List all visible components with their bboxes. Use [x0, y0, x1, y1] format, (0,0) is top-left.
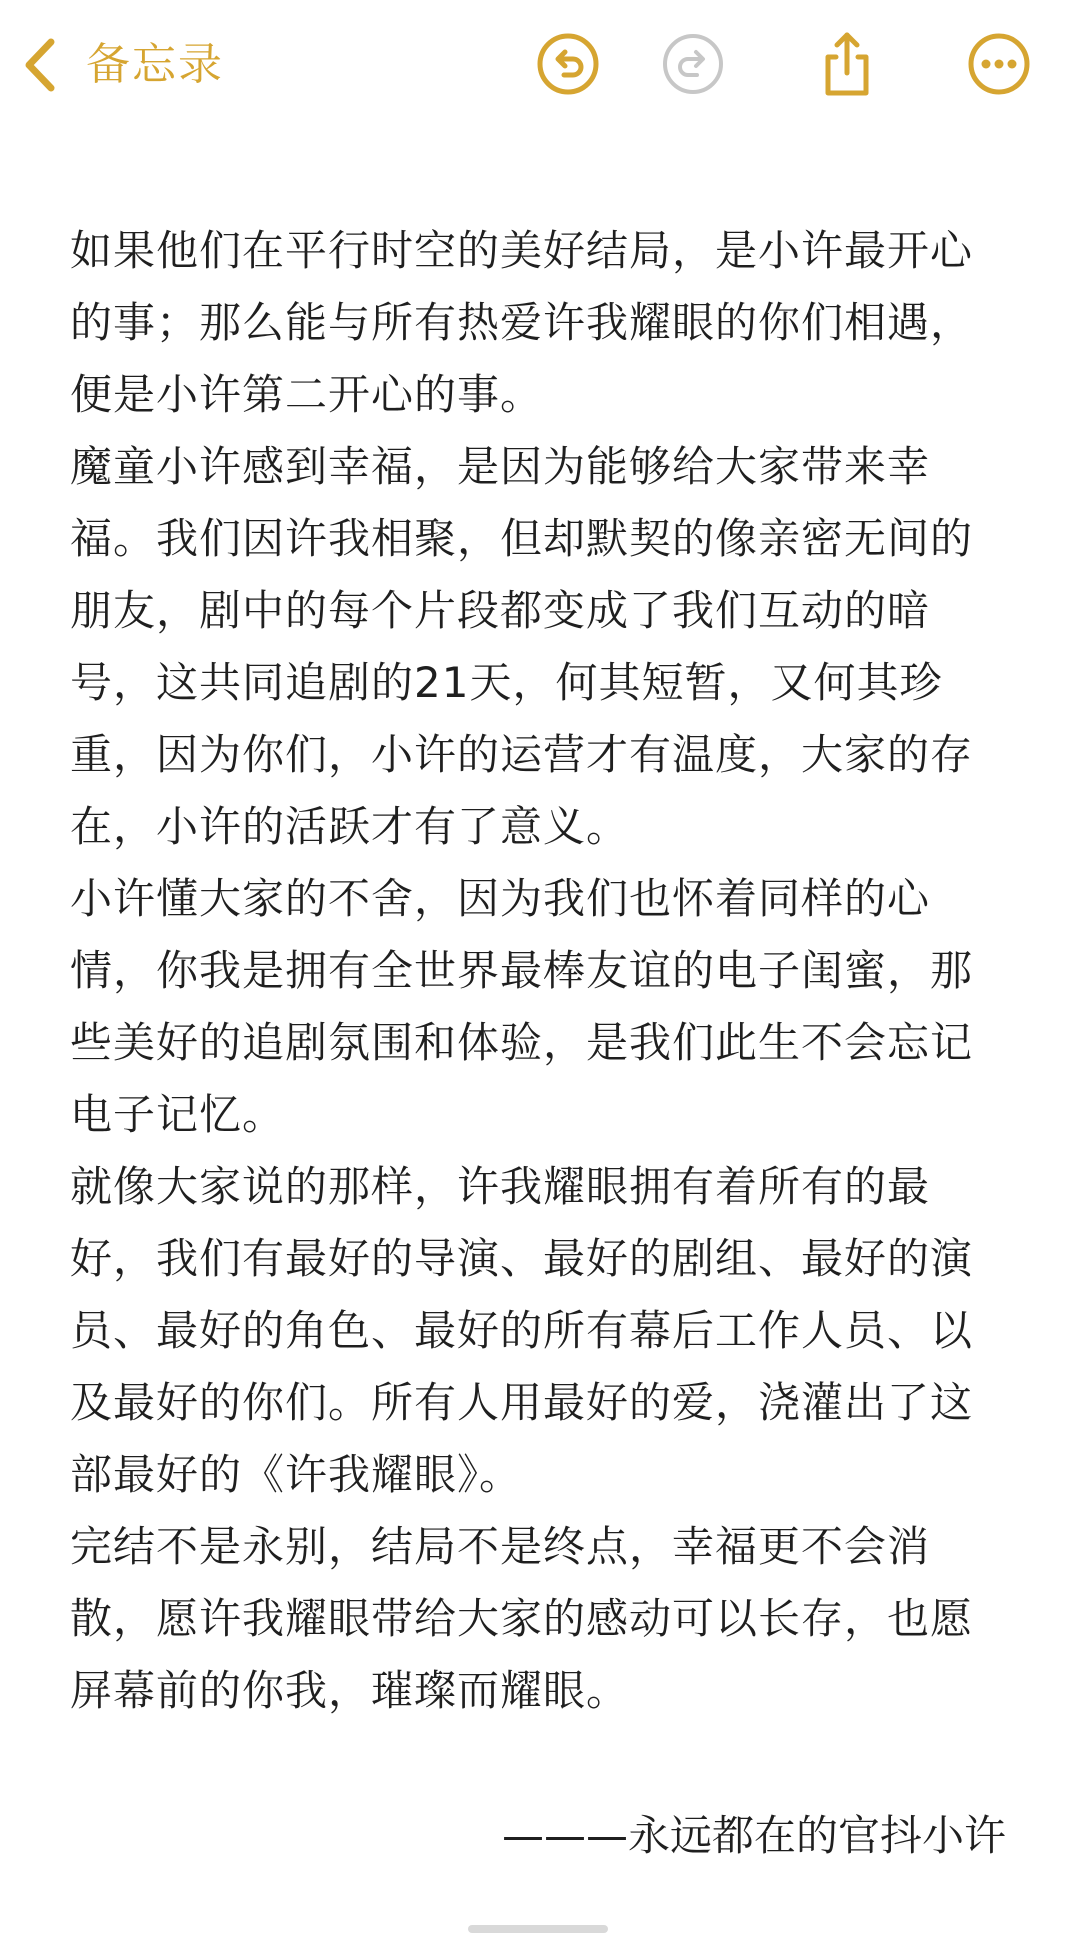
- note-paragraph: 完结不是永别，结局不是终点，幸福更不会消散，愿许我耀眼带给大家的感动可以长存，也愿屏幕前的你我，璀璨而耀眼。: [70, 1522, 974, 1715]
- redo-button[interactable]: [658, 29, 728, 99]
- chevron-left-icon: [20, 36, 58, 94]
- back-label: 备忘录: [86, 39, 224, 90]
- navigation-bar: [0, 0, 1076, 130]
- share-icon: [812, 29, 882, 99]
- more-icon: [964, 29, 1034, 99]
- note-signature: ———永远都在的官抖小许: [501, 1811, 1006, 1860]
- note-paragraph: 如果他们在平行时空的美好结局，是小许最开心的事；那么能与所有热爱许我耀眼的你们相遇，便是小许第二开心的事。: [70, 226, 974, 419]
- note-paragraph: 小许懂大家的不舍，因为我们也怀着同样的心情，你我是拥有全世界最棒友谊的电子闺蜜，那些美好的追剧氛围和体验，是我们此生不会忘记电子记忆。: [70, 874, 974, 1139]
- undo-icon: [533, 29, 603, 99]
- share-button[interactable]: [812, 29, 882, 99]
- redo-icon: [658, 29, 728, 99]
- back-button[interactable]: [20, 30, 224, 100]
- note-paragraph: 就像大家说的那样，许我耀眼拥有着所有的最好，我们有最好的导演、最好的剧组、最好的演员、最好的角色、最好的所有幕后工作人员、以及最好的你们。所有人用最好的爱，浇灌出了这部最好的《许我耀眼》。: [70, 1162, 974, 1499]
- note-body[interactable]: [70, 215, 1010, 1727]
- more-button[interactable]: [964, 29, 1034, 99]
- note-paragraph: 魔童小许感到幸福，是因为能够给大家带来幸福。我们因许我相聚，但却默契的像亲密无间的朋友，剧中的每个片段都变成了我们互动的暗号，这共同追剧的21天，何其短暂，又何其珍重，因为你们，小许的运营才有温度，大家的存在，小许的活跃才有了意义。: [70, 442, 974, 851]
- home-indicator: [468, 1925, 608, 1933]
- undo-button[interactable]: [533, 29, 603, 99]
